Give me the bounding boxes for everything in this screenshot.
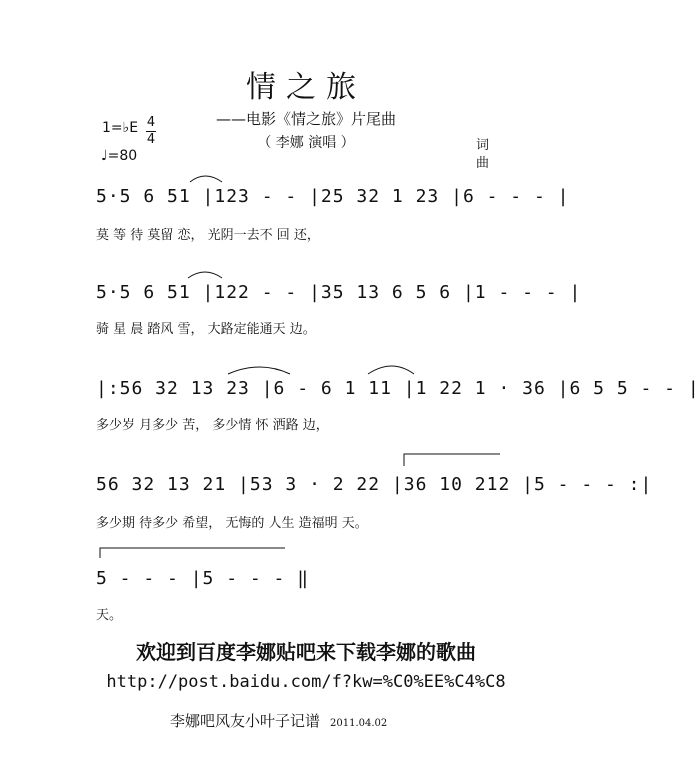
promo-url[interactable]: http://post.baidu.com/f?kw=%C0%EE%C4%C8 [106,672,506,692]
score-lyrics-row-3: 多少岁 月多少 苦， 多少情 怀 洒路 边， [96,418,329,433]
score-notes-row-3: |:56 32 13 23 |6 - 6 1 11 |1 22 1 · 36 |6 5 5 - - | [96,378,700,399]
slur-mark [188,272,222,278]
score-notes-row-4: 56 32 13 21 |53 3 · 2 22 |36 10 212 |5 - - - :| [96,474,653,495]
key-signature: 1=♭E [102,120,139,136]
slur-mark [368,366,414,374]
slur-mark [190,176,222,182]
time-signature-top: 4 [146,115,156,130]
score-notes-row-2: 5·5 6 51 |122 - - |35 13 6 5 6 |1 - - - | [96,282,582,303]
footer-credit-text: 李娜吧风友小叶子记谱 [170,712,321,730]
score-notes-row-1: 5·5 6 51 |123 - - |25 32 1 23 |6 - - - | [96,186,570,207]
song-subtitle: ——电影《情之旅》片尾曲 [215,110,396,128]
promo-message: 欢迎到百度李娜贴吧来下载李娜的歌曲 [136,640,476,664]
score-lyrics-row-1: 莫 等 待 莫留 恋， 光阴一去不 回 还， [96,228,320,243]
score-lyrics-row-2: 骑 星 晨 踏风 雪， 大路定能通天 边。 [96,322,316,337]
volta-bracket-1 [404,454,500,466]
lyricist-label: 词 [476,138,490,153]
score-lyrics-row-5: 天。 [96,608,123,623]
slur-mark [228,367,290,374]
time-signature-bottom: 4 [146,132,156,147]
singer-credit: （ 李娜 演唱 ） [257,135,355,151]
score-notes-row-5: 5 - - - |5 - - - ‖ [96,568,310,589]
score-lyrics-row-4: 多少期 待多少 希望， 无悔的 人生 造福明 天。 [96,516,368,531]
footer-date: 2011.04.02 [330,718,388,729]
composer-label: 曲 [476,156,490,171]
footer-credit [170,710,387,731]
song-title: 情之旅 [246,70,366,105]
tempo-marking: ♩=80 [101,148,138,164]
volta-bracket-2 [100,548,285,558]
